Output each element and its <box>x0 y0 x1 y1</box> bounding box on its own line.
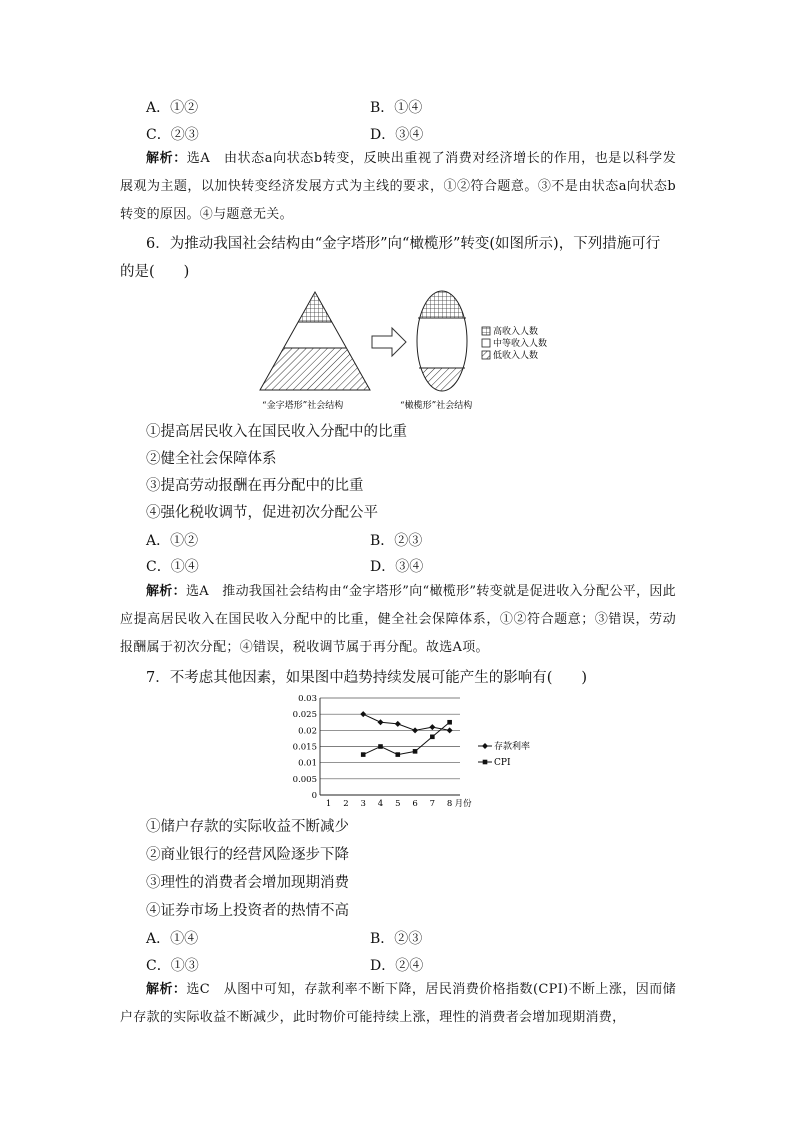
analysis-answer: 选A <box>186 151 211 166</box>
q7-option-a: A．①④ <box>146 931 199 947</box>
q6-statement-2: ②健全社会保障体系 <box>146 451 277 467</box>
legend-label: 存款利率 <box>494 742 531 752</box>
q6-option-a: A．①② <box>146 533 199 549</box>
deposit-rate-point <box>429 724 435 730</box>
q7-statement-4: ④证券市场上投资者的热情不高 <box>146 903 349 919</box>
deposit-rate-point <box>447 727 453 733</box>
q6-statement-3: ③提高劳动报酬在再分配中的比重 <box>146 478 364 494</box>
caption-pyramid: “金字塔形”社会结构 <box>262 401 344 411</box>
q7-stem: 7．不考虑其他因素，如果图中趋势持续发展可能产生的影响有( ) <box>146 670 588 686</box>
q5-analysis <box>120 145 676 229</box>
legend-high-icon <box>482 327 490 335</box>
x-tick-label: 2 <box>343 799 349 808</box>
y-tick-label: 0.025 <box>292 710 317 721</box>
q6-analysis <box>120 578 676 662</box>
legend-label: CPI <box>494 758 511 768</box>
arrow-icon <box>372 328 406 356</box>
legend-square-icon <box>483 760 488 765</box>
q6-option-c: C．①④ <box>146 559 199 575</box>
q7-analysis <box>120 976 676 1032</box>
y-tick-label: 0.02 <box>298 726 317 737</box>
q6-statement-1: ①提高居民收入在国民收入分配中的比重 <box>146 424 407 440</box>
q5-option-b: B．①④ <box>370 100 423 116</box>
legend-low-icon <box>482 351 490 359</box>
y-tick-label: 0 <box>311 791 317 801</box>
analysis-text: 由状态a向状态b转变，反映出重视了消费对经济增长的作用，也是以科学发展观为主题，以加快转变经济发展方式为主线的要求，①②符合题意。③不是由状态a向状态b转变的原因。④与题意无关。 <box>120 151 676 222</box>
q6-statement-4: ④强化税收调节，促进初次分配公平 <box>146 505 378 521</box>
x-tick-label: 4 <box>377 799 384 808</box>
series-line-deposit-rate <box>363 714 449 730</box>
deposit-rate-point <box>360 711 366 717</box>
cpi-point <box>413 749 418 754</box>
q7-option-d: D．②④ <box>370 958 424 974</box>
q6-stem-line2: 的是( ) <box>120 264 190 280</box>
q5-option-d: D．③④ <box>370 127 424 143</box>
q7-option-b: B．②③ <box>370 931 423 947</box>
q6-stem-line1: 6．为推动我国社会结构由“金字塔形”向“橄榄形”转变(如图所示)，下列措施可行 <box>146 236 661 252</box>
x-tick-label: 7 <box>429 799 436 808</box>
legend-high-label: 高收入人数 <box>493 327 539 337</box>
q7-statement-1: ①储户存款的实际收益不断减少 <box>146 819 349 835</box>
cpi-point <box>378 744 383 749</box>
y-tick-label: 0.01 <box>298 758 317 769</box>
y-tick-label: 0.015 <box>292 742 317 753</box>
y-tick-label: 0.03 <box>298 694 317 704</box>
q5-option-c: C．②③ <box>146 127 199 143</box>
cpi-point <box>447 720 452 725</box>
x-tick-label: 3 <box>360 799 366 808</box>
deposit-rate-point <box>412 727 418 733</box>
social-structure-figure <box>250 284 570 414</box>
olive-shape <box>410 284 480 398</box>
q6-option-b: B．②③ <box>370 533 423 549</box>
x-tick-label: 1 <box>325 799 332 808</box>
rate-cpi-chart <box>280 690 540 808</box>
x-unit-label: 月份 <box>454 799 472 808</box>
pyramid-shape <box>250 284 380 398</box>
legend-diamond-icon <box>482 743 488 749</box>
analysis-answer: 选C <box>186 982 211 997</box>
x-tick-label: 5 <box>395 799 401 808</box>
caption-olive: “橄榄形”社会结构 <box>400 401 473 411</box>
analysis-answer: 选A <box>185 584 209 599</box>
cpi-point <box>395 752 400 757</box>
deposit-rate-point <box>377 719 383 725</box>
cpi-point <box>430 735 435 740</box>
x-tick-label: 8 <box>446 799 453 808</box>
q6-option-d: D．③④ <box>370 559 424 575</box>
q7-statement-3: ③理性的消费者会增加现期消费 <box>146 875 349 891</box>
cpi-point <box>361 752 366 757</box>
deposit-rate-point <box>395 721 401 727</box>
analysis-label: 解析： <box>146 584 186 599</box>
legend-mid-label: 中等收入人数 <box>493 339 548 349</box>
analysis-text: 推动我国社会结构由“金字塔形”向“橄榄形”转变就是促进收入分配公平，因此应提高居民收入在国民收入分配中的比重，健全社会保障体系，①②符合题意；③错误，劳动报酬属于初次分配；④错误，税收调节属于再分配。故选A项。 <box>120 584 676 655</box>
x-tick-label: 6 <box>412 799 418 808</box>
q7-statement-2: ②商业银行的经营风险逐步下降 <box>146 847 349 863</box>
y-tick-label: 0.005 <box>292 774 317 785</box>
analysis-label: 解析： <box>146 151 187 166</box>
legend-low-label: 低收入人数 <box>493 351 539 361</box>
q5-option-a: A．①② <box>146 100 199 116</box>
analysis-label: 解析： <box>146 982 187 997</box>
legend-mid-icon <box>482 339 490 347</box>
q7-option-c: C．①③ <box>146 958 199 974</box>
analysis-text: 从图中可知，存款利率不断下降，居民消费价格指数(CPI)不断上涨，因而储户存款的实际收益不断减少，此时物价可能持续上涨，理性的消费者会增加现期消费， <box>120 982 676 1025</box>
